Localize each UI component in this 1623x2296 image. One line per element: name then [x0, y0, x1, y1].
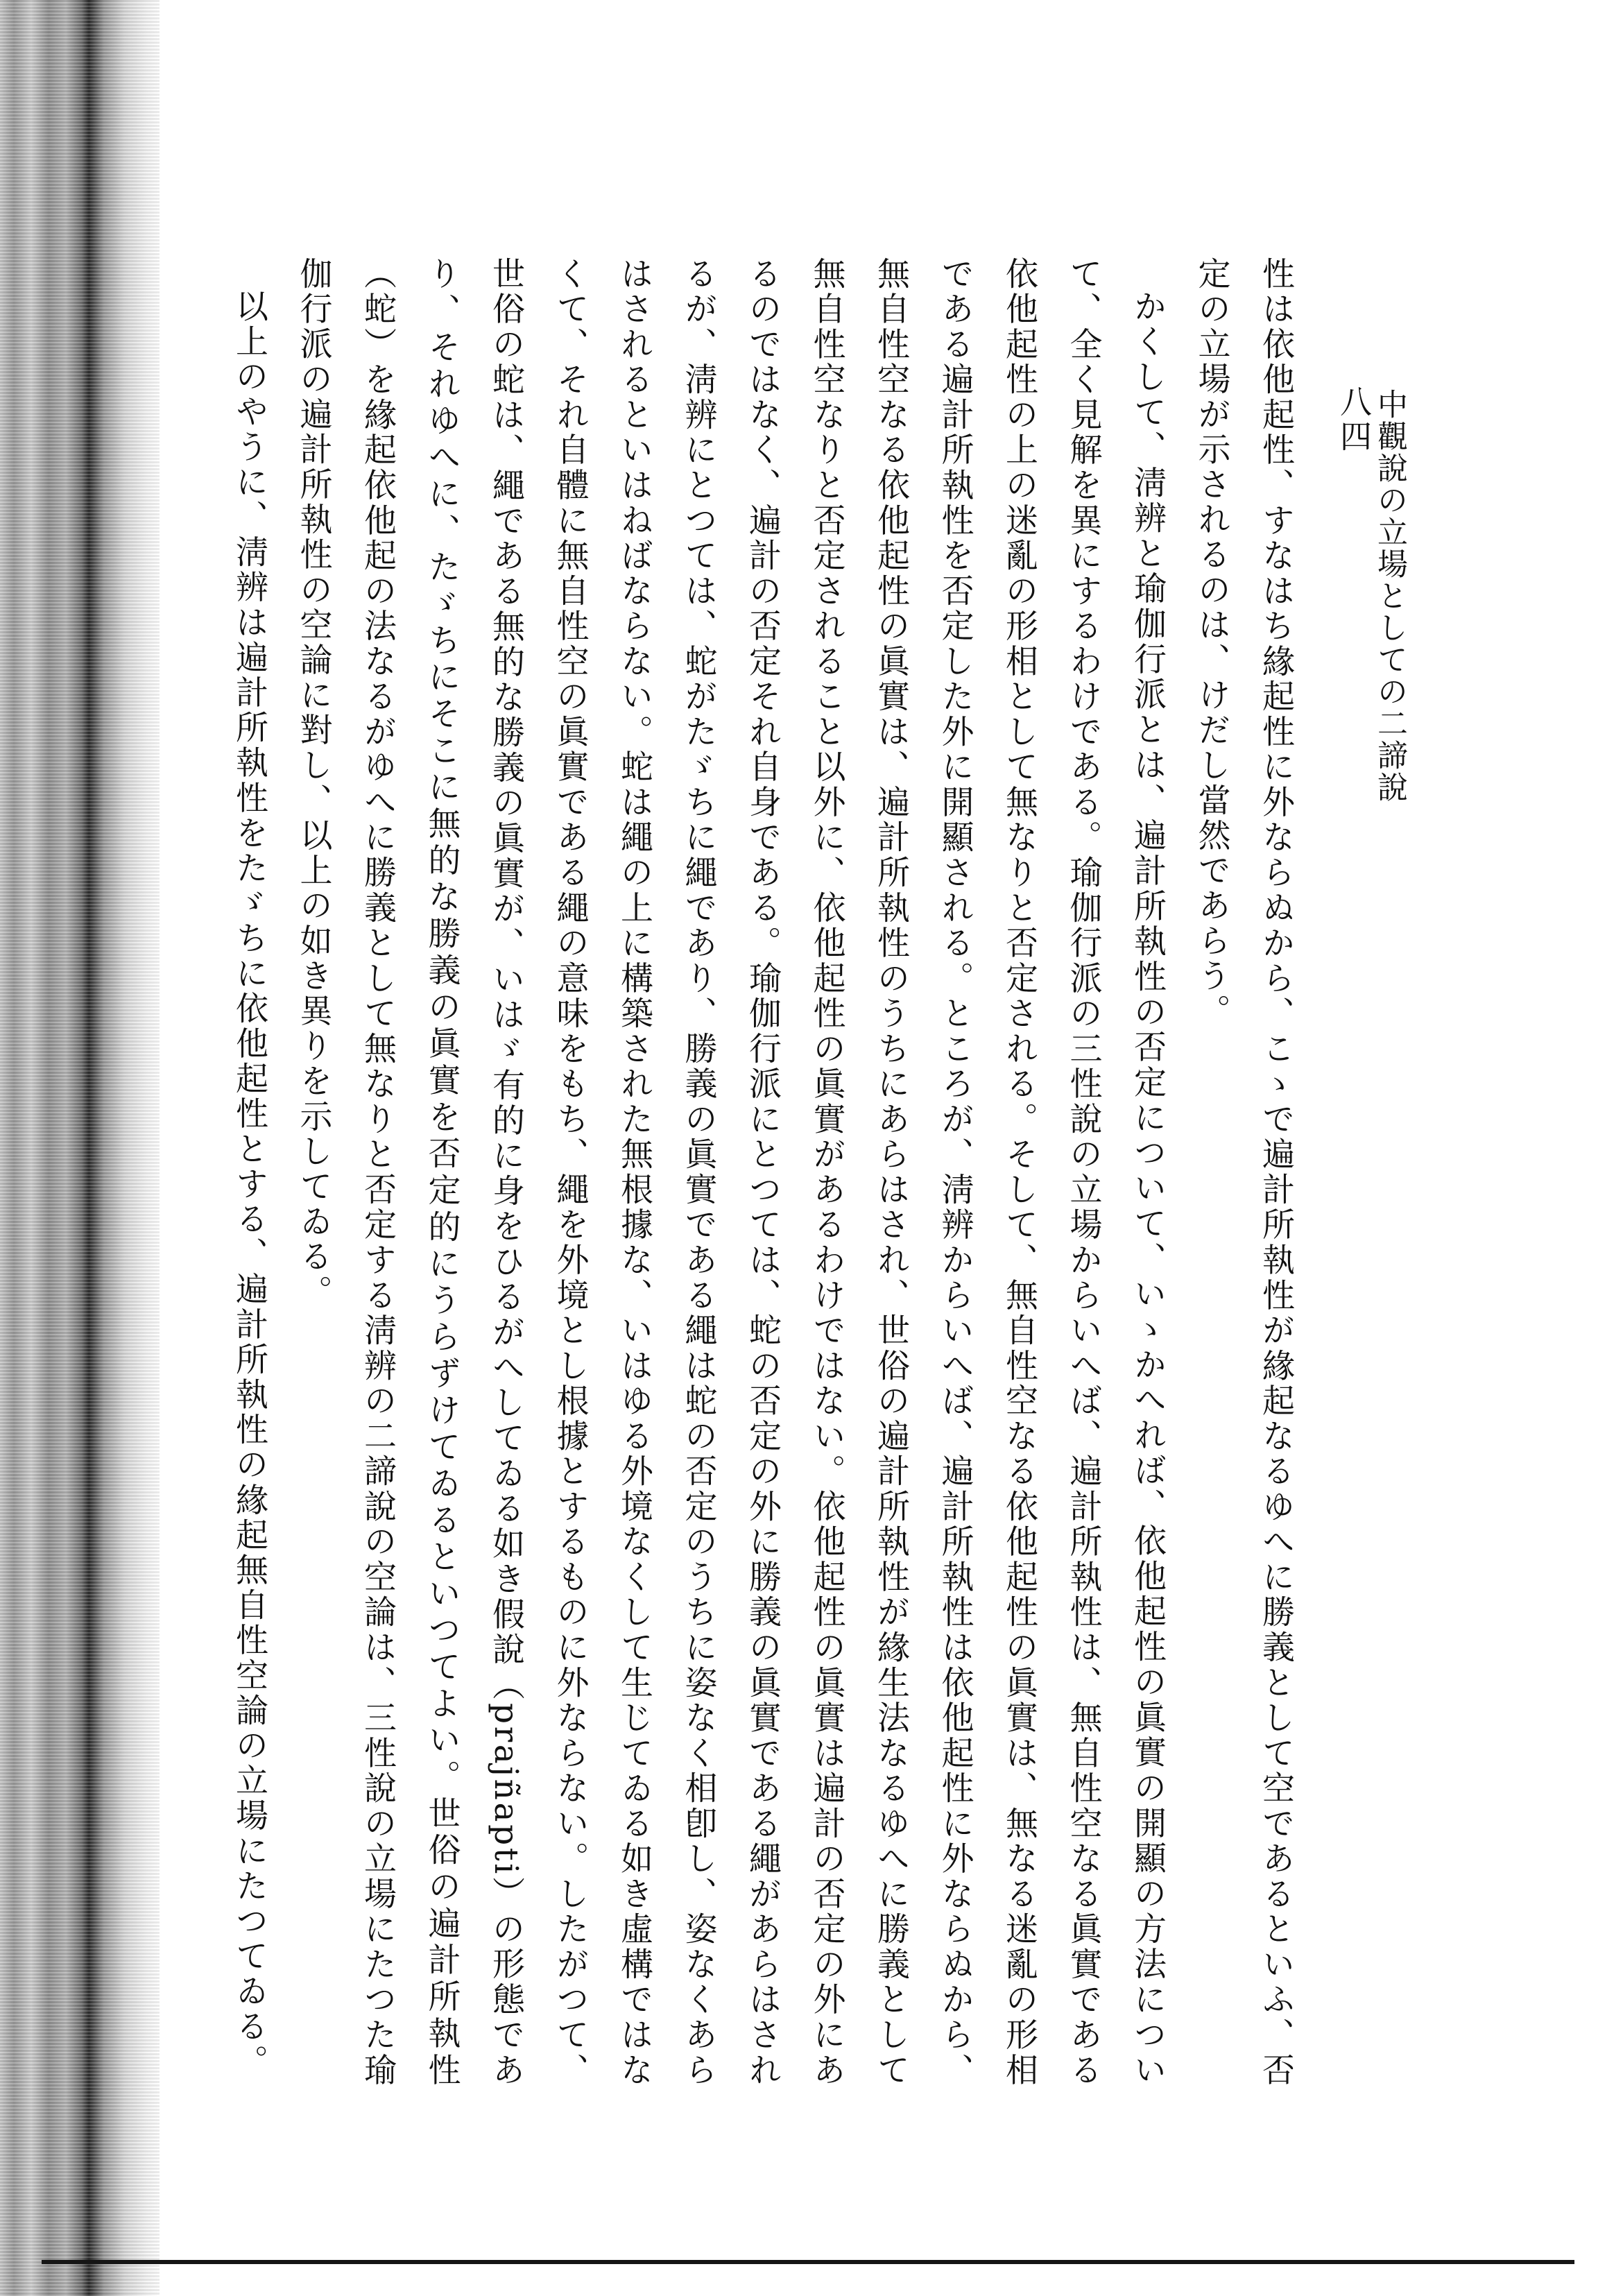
body-text	[149, 257, 1307, 2088]
paragraph-2: かくして、淸辨と瑜伽行派とは、遍計所執性の否定について、いゝかへれば、依他起性の眞實の開顯の方法について、全く見解を異にするわけである。瑜伽行派の三性說の立場からいへば、遍計所執性は、無自性空なる眞實である依他起性の上の迷亂の形相として無なりと否定される。そして、無自性空なる依他起性の眞實は、無なる迷亂の形相である遍計所執性を否定した外に開顯される。ところが、淸辨からいへば、遍計所執性は依他起性に外ならぬから、無自性空なる依他起性の眞實は、遍計所執性のうちにあらはされ、世俗の遍計所執性が緣生法なるゆへに勝義として無自性空なりと否定されること以外に、依他起性の眞實があるわけではない。依他起性の眞實は遍計の否定の外にあるのではなく、遍計の否定それ自身である。瑜伽行派にとつては、蛇の否定の外に勝義の眞實である繩があらはされるが、淸辨にとつては、蛇がたゞちに繩であり、勝義の眞實である繩は蛇の否定のうちに姿なく相卽し、姿なくあらはされるといはねばならない。蛇は繩の上に構築された無根據な、いはゆる外境なくして生じてゐる如き虛構ではなくて、それ自體に無自性空の眞實である繩の意味をもち、繩を外境とし根據とするものに外ならない。したがつて、世俗の蛇は、繩である無的な勝義の眞實が、いはゞ有的に身をひるがへしてゐる如き假說（prajñapti）の形態であり、それゆへに、たゞちにそこに無的な勝義の眞實を否定的にうらずけてゐるといつてよい。世俗の遍計所執性（蛇）を緣起依他起の法なるがゆへに勝義として無なりと否定する淸辨の二諦說の空論は、三性說の立場にたつた瑜伽行派の遍計所執性の空論に對し、以上の如き異りを示してゐる。	[294, 257, 1167, 2088]
paragraph-1: 性は依他起性、すなはち緣起性に外ならぬから、こゝで遍計所執性が緣起なるゆへに勝義として空であるといふ、否定の立場が示されるのは、けだし當然であらう。	[1192, 257, 1295, 2088]
running-head: 中觀說の立場としての二諦說	[1372, 388, 1407, 803]
page-number: 八四	[1335, 385, 1373, 454]
paragraph-3: 以上のやうに、淸辨は遍計所執性をたゞちに依他起性とする、遍計所執性の緣起無自性空論の立場にたつてゐる。	[230, 289, 268, 2080]
bottom-rule	[42, 2260, 1574, 2264]
book-gutter-shadow	[0, 0, 160, 2296]
